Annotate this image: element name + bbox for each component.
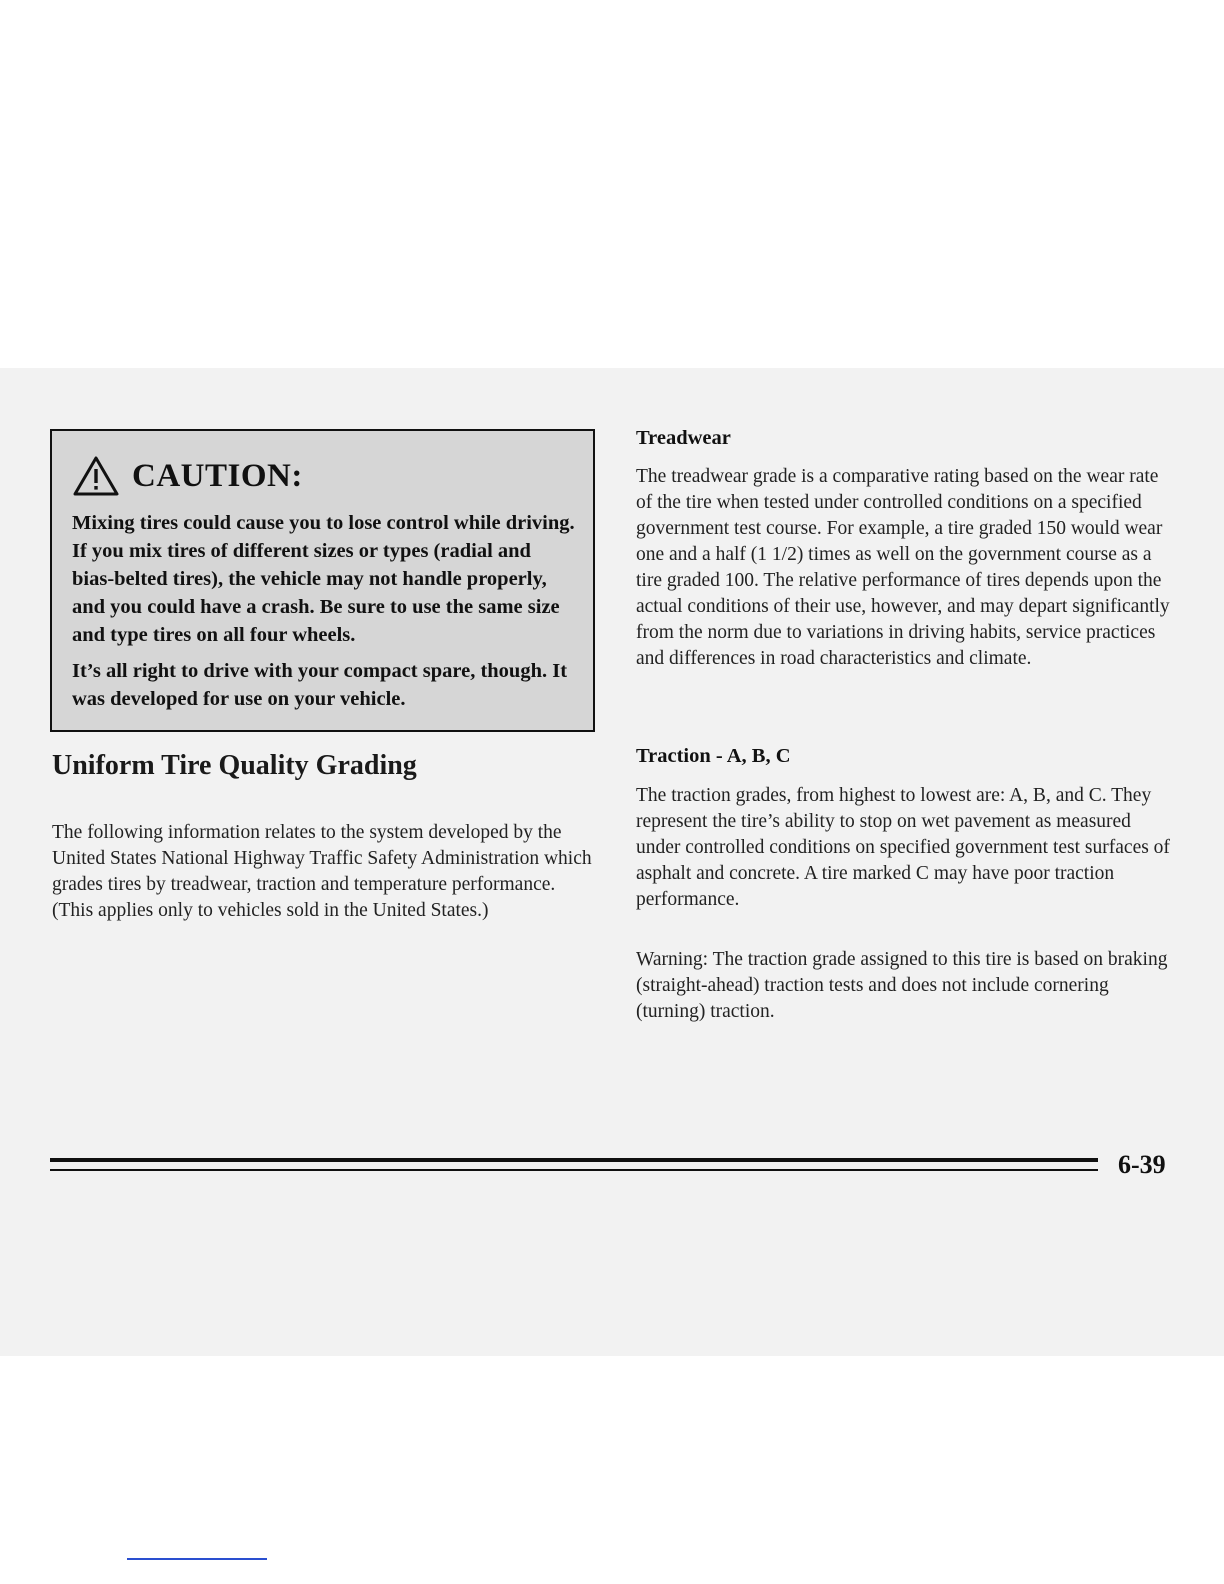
treadwear-paragraph: The treadwear grade is a comparative rating based on the wear rate of the tire when tested under controlled conditions on a specified government test course. For example, a tire graded 150 would wear one and a half (1 1/2) times as well on the government course as a tire graded 100. The relative performance of tires depends upon the actual conditions of their use, however, and may depart significantly from the norm due to variations in driving habits, service practices and differences in road characteristics and climate. [636,466,1170,669]
page-number: 6-39 [1118,1150,1166,1179]
blue-underline-mark [127,1558,267,1560]
treadwear-heading: Treadwear [636,427,731,449]
caution-text [72,509,577,721]
caution-box [50,429,595,732]
caution-header [72,455,303,497]
uniform-grading-paragraph: The following information relates to the system developed by the United States National Highway Traffic Safety Administration which grades tires by treadwear, traction and temperature performance. (This applies only to vehicles sold in the United States.) [52,822,592,921]
traction-warning-paragraph: Warning: The traction grade assigned to this tire is based on braking (straight-ahead) traction tests and does not include cornering (turning) traction. [636,949,1168,1022]
section-heading-uniform-tire-quality-grading: Uniform Tire Quality Grading [52,750,417,781]
footer-rule-thin [50,1169,1098,1171]
footer-rule-thick [50,1158,1098,1162]
traction-paragraph: The traction grades, from highest to lowest are: A, B, and C. They represent the tire’s ability to stop on wet pavement as measured under controlled conditions on specified government test surfaces of asphalt and concrete. A tire marked C may have poor traction performance. [636,785,1170,910]
caution-title: CAUTION: [132,457,303,494]
warning-triangle-icon [72,455,120,497]
caution-paragraph: It’s all right to drive with your compact spare, though. It was developed for use on your vehicle. [72,660,568,710]
caution-paragraph: Mixing tires could cause you to lose control while driving. If you mix tires of different sizes or types (radial and bias-belted tires), the vehicle may not handle properly, and you could have a crash. Be sure to use the same size and type tires on all four wheels. [72,512,575,646]
traction-heading: Traction - A, B, C [636,745,791,767]
